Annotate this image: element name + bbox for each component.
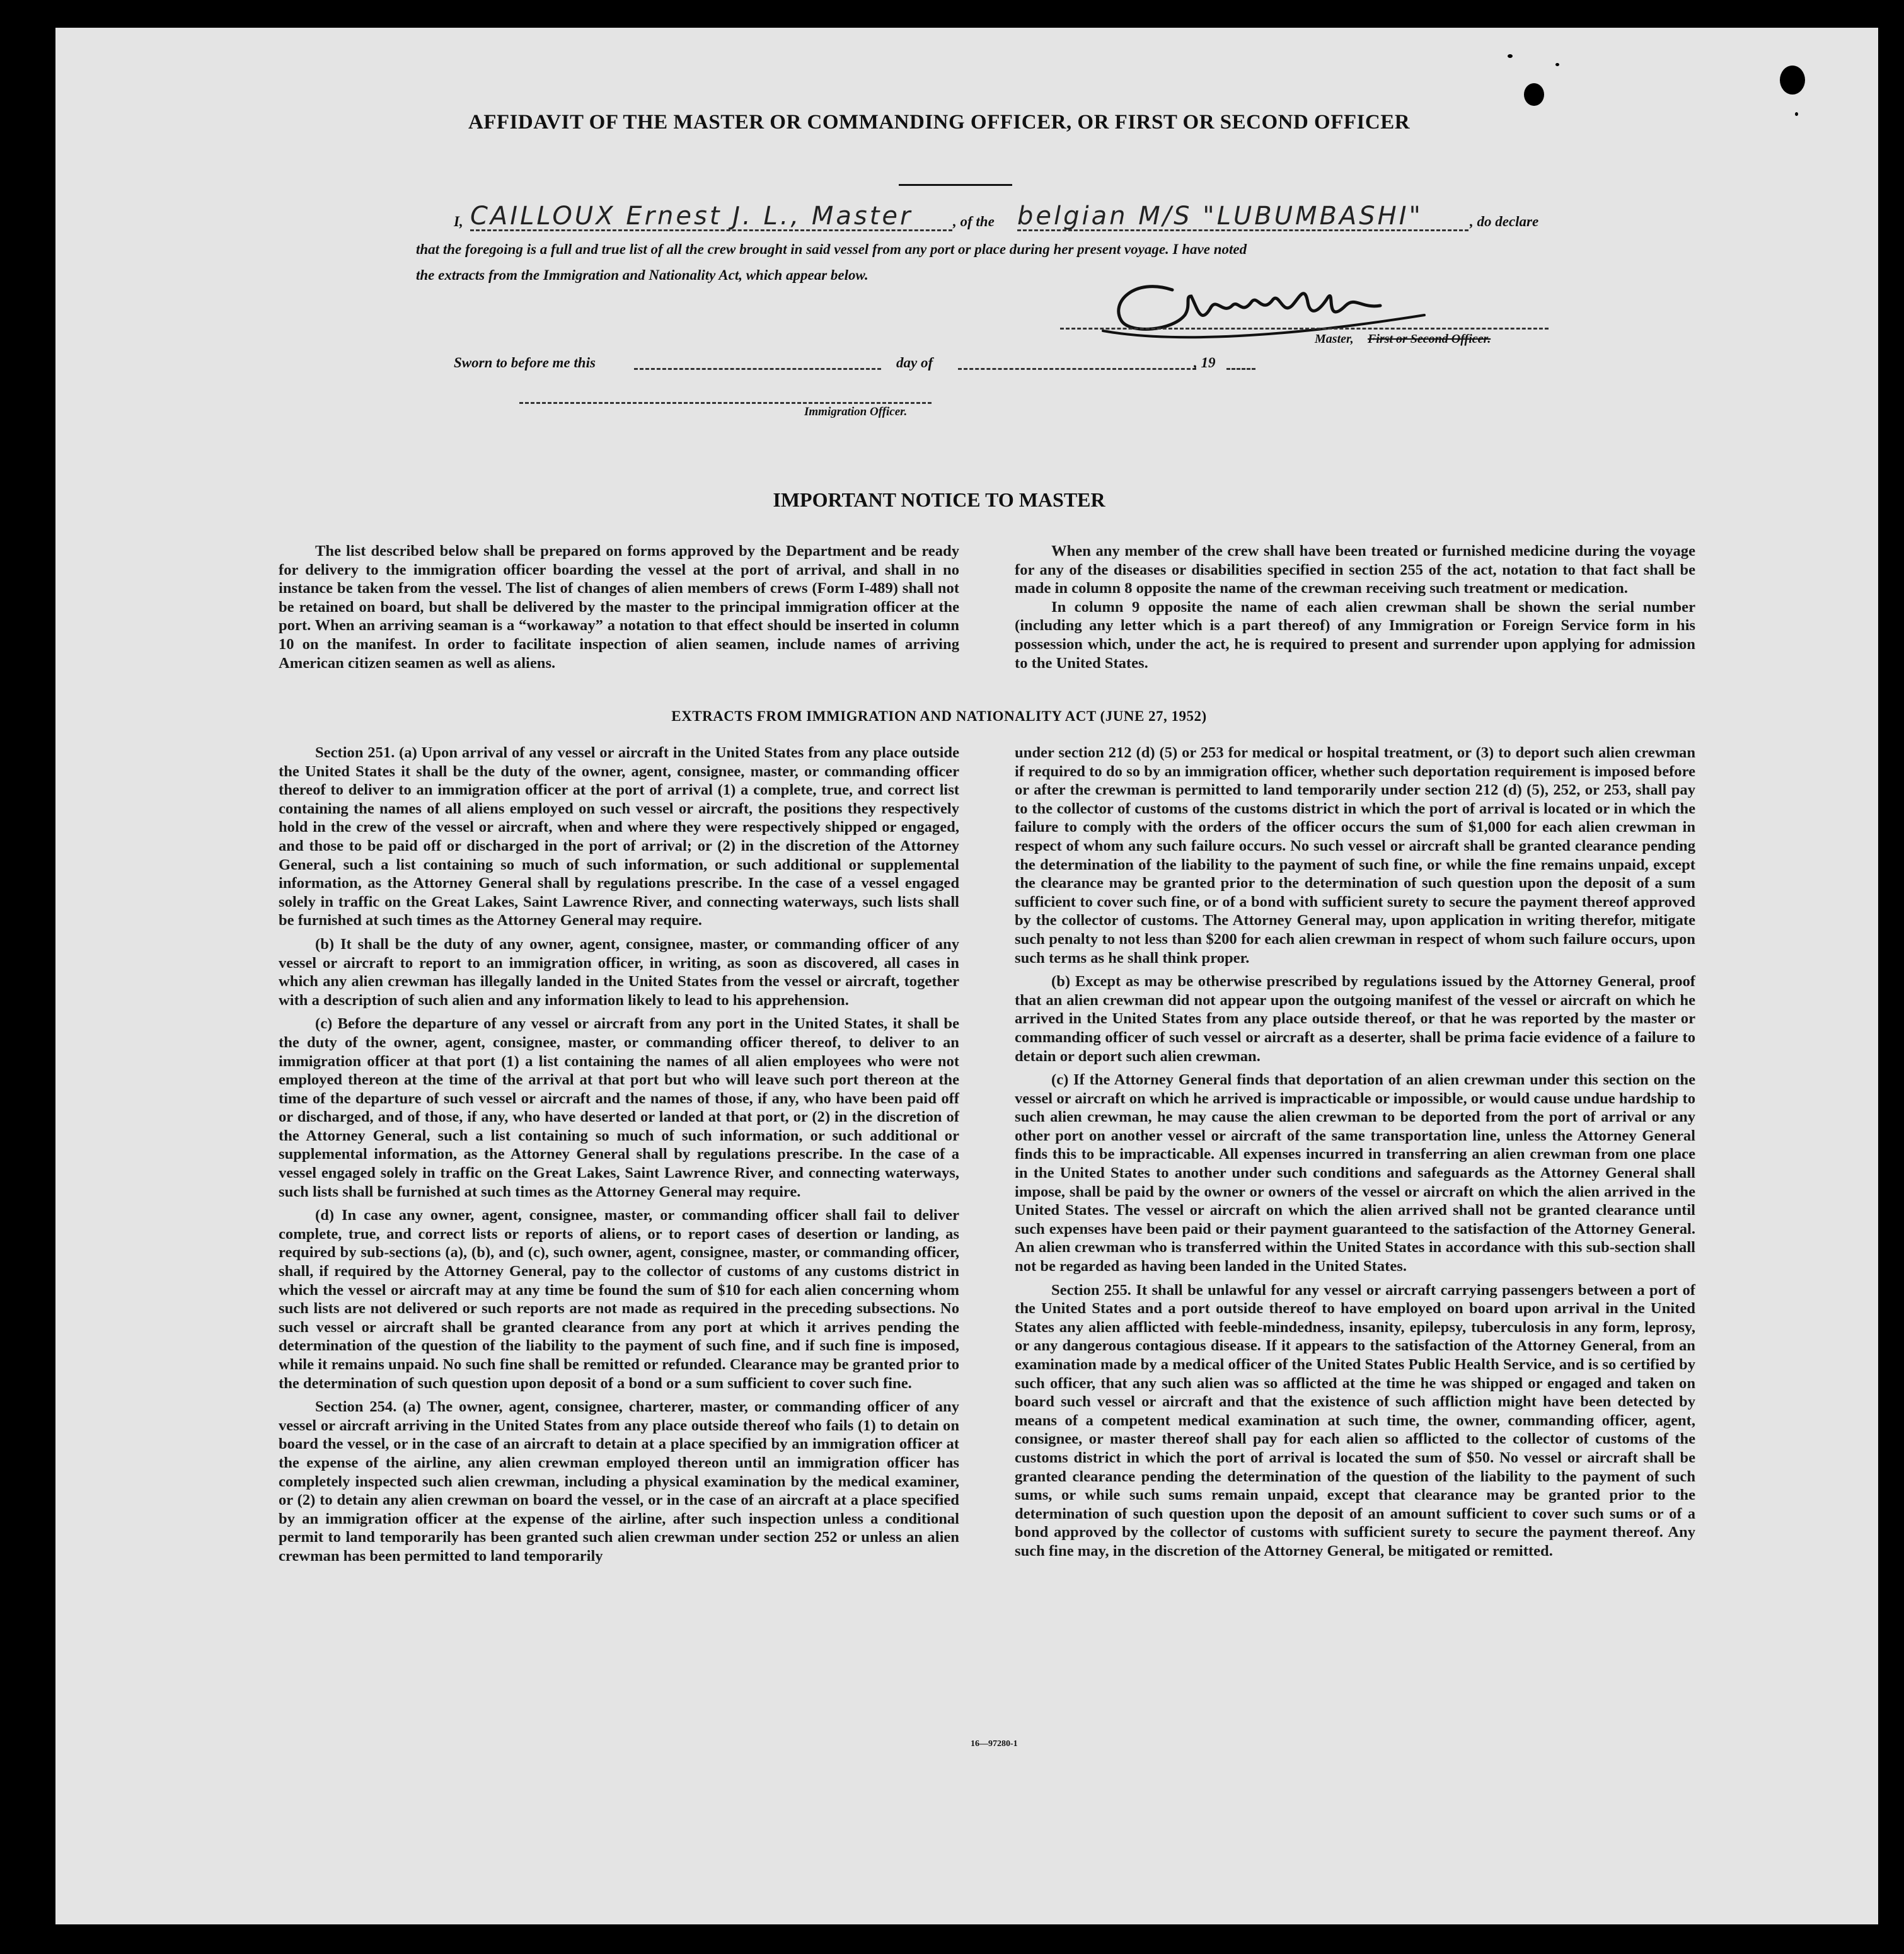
sworn-month-line <box>958 368 1196 370</box>
punch-hole <box>1780 66 1805 95</box>
section-251a: Section 251. (a) Upon arrival of any vessel or aircraft in the United States from any place outside the United States it shall be the duty of the owner, agent, consignee, master, or commanding officer thereof to deliver to an immigration officer at the port of arrival (1) a complete, true, and correct list containing the names of all aliens employed on such vessel or aircraft, the positions they respectively hold in the crew of the vessel or aircraft, when and where they were respectively shipped or engaged, and those to be paid off or discharged in the port of arrival; or (2) in the discretion of the Attorney General, such a list containing so much of such information, or such additional or supplemental information, as the Attorney General shall by regulations prescribe. In the case of a vessel engaged solely in traffic on the Great Lakes, Saint Lawrence River, and connecting waterways, such lists shall be furnished at such times as the Attorney General may require. <box>279 744 959 929</box>
section-251d: (d) In case any owner, agent, consignee, master, or commanding officer shall fail to deliver complete, true, and correct lists or reports of aliens, or to report cases of desertion or landing, as required by sub-sections (a), (b), and (c), such owner, agent, consignee, master, or commanding officer, shall, if required by the Attorney General, pay to the collector of customs of any customs district in which the vessel or aircraft may at any time be found the sum of $10 for each alien concerning whom such lists are not delivered or such reports are not made as required in the preceding subsections. No such vessel or aircraft shall be granted clearance from any port at which it arrives pending the determination of the question of the liability to the payment of such fine, and if such fine is imposed, while it remains unpaid. No such fine shall be remitted or refunded. Clearance may be granted prior to the determination of such question upon deposit of a bond or a sum sufficient to cover such fine. <box>279 1207 959 1392</box>
of-the-label: , of the <box>953 214 995 229</box>
form-number: 16—97280-1 <box>971 1739 1018 1749</box>
speck <box>1555 63 1559 66</box>
section-255: Section 255. It shall be unlawful for any vessel or aircraft carrying passengers between a port of the United States and a port outside thereof to have employed on board upon arrival in the United States any alien afflicted with feeble-mindedness, insanity, epilepsy, tuberculosis in any form, leprosy, or any dangerous contagious disease. If it appears to the satisfaction of the Attorney General, from an examination made by a medical officer of the United States Public Health Service, and is so certified by such officer, that any such alien was so afflicted at the time he was shipped or engaged and taken on board such vessel or aircraft and that the existence of such affliction might have been detected by means of a competent medical examination at such time, the owner, commanding officer, agent, consignee, or master thereof shall pay for each alien so afflicted to the collector of customs of the customs district in which the port of arrival is located the sum of $50. No vessel or aircraft shall be granted clearance pending the determination of the question of the liability to the payment of such sums, or while such sums remain unpaid, except that clearance may be granted prior to the determination of such question upon the deposit of an amount sufficient to cover such sums or of a bond approved by the collector of customs with sufficient surety to secure the payment thereof. Any such fine may, in the discretion of the Attorney General, be mitigated or remitted. <box>1015 1281 1695 1560</box>
sworn-day-line <box>634 368 881 370</box>
extracts-right-column <box>1015 744 1695 1566</box>
notice-right-paragraph-1: When any member of the crew shall have been treated or furnished medicine during the voyage for any of the diseases or disabilities specified in section 255 of the act, notation to that fact shall be made in column 8 opposite the name of the crewman receiving such treatment or medication. <box>1015 543 1695 597</box>
notice-right-column <box>1015 542 1695 677</box>
section-254a: Section 254. (a) The owner, agent, consignee, charterer, master, or commanding officer of any vessel or aircraft arriving in the United States from any place outside thereof who fails (1) to detain on board the vessel, or in the case of an aircraft to detain at a place specified by an immigration officer at the expense of the airline, any alien crewman employed thereon until an immigration officer has completely inspected such alien crewman, including a physical examination by the medical examiner, or (2) to detain any alien crewman on board the vessel, or in the case of an aircraft at a place specified by an immigration officer at the expense of the airline, after such inspection unless a conditional permit to land temporarily has been granted such alien crewman under section 252 or unless an alien crewman has been permitted to land temporarily <box>279 1398 959 1565</box>
day-of-label: day of <box>896 355 933 371</box>
speck <box>1508 54 1513 58</box>
affidavit-body-line1: that the foregoing is a full and true list of all the crew brought in said vessel from any port or place during her present voyage. I have noted <box>416 241 1247 257</box>
do-declare-label: , do declare <box>1470 214 1539 229</box>
affidavit-body-line2: the extracts from the Immigration and Nationality Act, which appear below. <box>416 267 868 283</box>
name-line <box>470 229 952 231</box>
section-251c: (c) Before the departure of any vessel or aircraft from any port in the United States, it shall be the duty of the owner, agent, consignee, master, or commanding officer thereof, to deliver to an immigration officer at that port (1) a list containing the names of all alien employees who were not employed thereon at the time of the arrival at that port but who will leave such port thereon at the time of the departure of such vessel or aircraft and the names of those, if any, who have been paid off or discharged, and of those, if any, who have deserted or landed at that port, or (2) in the discretion of the Attorney General, such a list containing so much of such information, or such additional or supplemental information, as the Attorney General shall by regulations prescribe. In the case of a vessel engaged solely in traffic on the Great Lakes, Saint Lawrence River, and connecting waterways, such lists shall be furnished at such times as the Attorney General may require. <box>279 1015 959 1200</box>
section-251b: (b) It shall be the duty of any owner, agent, consignee, master, or commanding officer of any vessel or aircraft to report to an immigration officer, in writing, as soon as discovered, all cases in which any alien crewman has illegally landed in the United States from the vessel or aircraft, together with a description of such alien and any information likely to lead to his apprehension. <box>279 935 959 1009</box>
title-rule <box>899 184 1012 186</box>
notice-left-paragraph: The list described below shall be prepared on forms approved by the Department and be ready for delivery to the immigration officer boarding the vessel at the port of arrival, and shall in no instance be taken from the vessel. The list of changes of alien members of crews (Form I-489) shall not be retained on board, but shall be delivered by the master to the principal immigration officer at the port. When an arriving seaman is a “workaway” a notation to that effect should be inserted in column 10 on the manifest. In order to facilitate inspection of alien seamen, include names of arriving American citizen seamen as well as aliens. <box>279 543 959 672</box>
affidavit-intro: I, <box>454 214 463 229</box>
vessel-line <box>1017 229 1468 231</box>
sworn-label: Sworn to before me this <box>454 355 596 371</box>
ink-blot <box>1524 83 1544 106</box>
section-254c: (c) If the Attorney General finds that deportation of an alien crewman under this section on the vessel or aircraft on which he arrived is impracticable or impossible, or would cause undue hardship to such alien crewman, he may cause the alien crewman to be deported from the port of arrival or any other port on another vessel or aircraft of the same transportation line, unless the Attorney General finds this to be impracticable. All expenses incurred in transferring an alien crewman from one place in the United States to another under such conditions and safeguards as the Attorney General shall impose, shall be paid by the owner or owners of the vessel or aircraft on which the alien arrived in the United States. The vessel or aircraft on which the alien arrived shall not be granted clearance until such expenses have been paid or their payment guaranteed to the satisfaction of the Attorney General. An alien crewman who is transferred within the United States in accordance with this sub-section shall not be regarded as having been landed in the United States. <box>1015 1071 1695 1275</box>
signature-line <box>1060 328 1549 330</box>
extracts-title: EXTRACTS FROM IMMIGRATION AND NATIONALITY ACT (JUNE 27, 1952) <box>671 708 1207 724</box>
speck <box>1795 112 1798 116</box>
officer-line <box>519 402 932 404</box>
notice-right-paragraph-2: In column 9 opposite the name of each alien crewman shall be shown the serial number (including any letter which is a part thereof) of any Immigration or Foreign Service form in his possession which, under the act, he is required to present and surrender upon applying for admission to the United States. <box>1015 598 1695 672</box>
notice-left-column <box>279 542 959 677</box>
vessel-name-handwritten: belgian M/S "LUBUMBASHI" <box>1017 202 1423 231</box>
master-label: Master, <box>1315 332 1354 346</box>
affidavit-title: AFFIDAVIT OF THE MASTER OR COMMANDING OFFICER, OR FIRST OR SECOND OFFICER <box>468 111 1411 134</box>
section-254b: (b) Except as may be otherwise prescribed by regulations issued by the Attorney General, proof that an alien crewman did not appear upon the outgoing manifest of the vessel or aircraft on which he arrived in the United States from any place outside thereof, or that he was reported by the master or commanding officer of such vessel or aircraft as a deserter, shall be prima facie evidence of a failure to detain or deport such alien crewman. <box>1015 973 1695 1065</box>
year-line <box>1226 368 1255 370</box>
master-name-handwritten: CAILLOUX Ernest J. L., Master <box>470 202 913 231</box>
struck-officer-label: First or Second Officer. <box>1368 332 1491 346</box>
immigration-officer-label: Immigration Officer. <box>804 405 908 418</box>
signature-text: Cailloux <box>1097 271 1099 272</box>
notice-title: IMPORTANT NOTICE TO MASTER <box>773 488 1105 511</box>
section-254a-continued: under section 212 (d) (5) or 253 for medical or hospital treatment, or (3) to deport such alien crewman if required to do so by an immigration officer, whether such deportation requirement is imposed before or after the crewman is permitted to land temporarily under section 212 (d) (5), 252, or 253, shall pay to the collector of customs of the customs district in which the port of arrival is located or in which the failure to comply with the orders of the officer occurs the sum of $1,000 for each alien crewman in respect of whom any such failure occurs. No such vessel or aircraft shall be granted clearance pending the determination of the liability to the payment of such fine, or while the fine remains unpaid, except the clearance may be granted prior to the determination of such question upon the deposit of a sum sufficient to cover such fine, or of a bond with sufficient surety to secure the payment thereof approved by the collector of customs. The Attorney General may, upon application in writing therefor, mitigate such penalty to not less than $200 for each alien crewman in respect of whom such failure occurs, upon such terms as he shall think proper. <box>1015 744 1695 967</box>
extracts-left-column <box>279 744 959 1571</box>
year-label: , 19 <box>1194 355 1216 371</box>
